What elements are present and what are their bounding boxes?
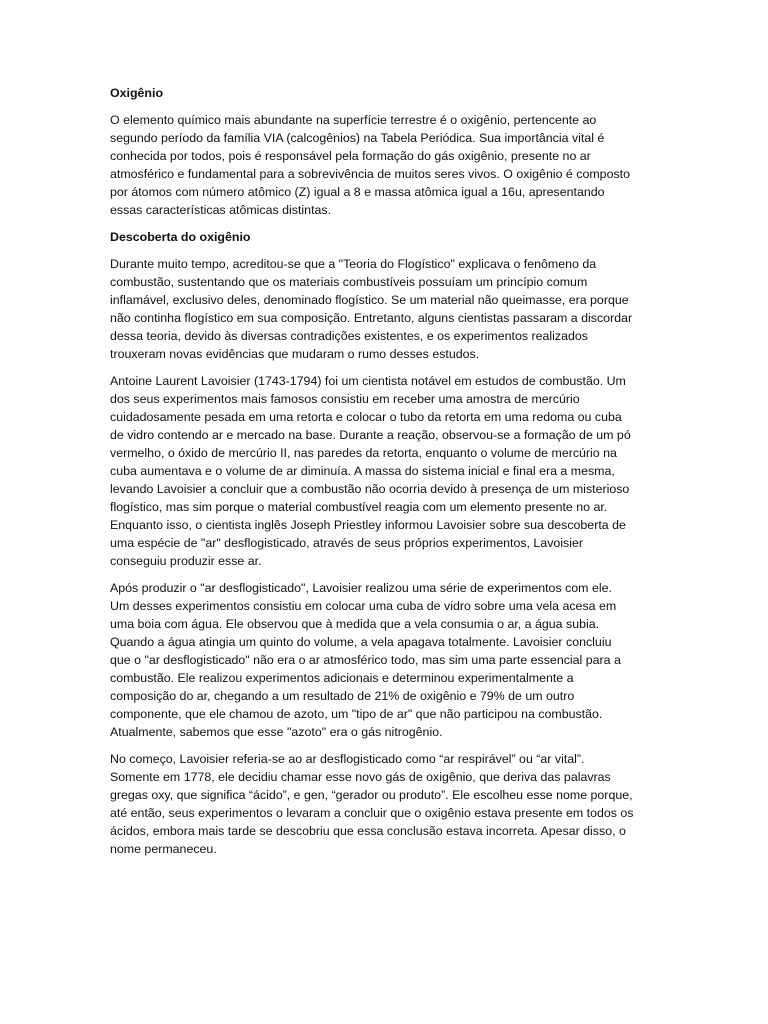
text-line: vermelho, o óxido de mercúrio II, nas paredes da retorta, enquanto o volume de mercúrio na: [110, 446, 617, 460]
text-line: atmosférico e fundamental para a sobrevivência de muitos seres vivos. O oxigênio é composto: [110, 167, 630, 181]
text-line: Quando a água atingia um quinto do volume, a vela apagava totalmente. Lavoisier concluiu: [110, 635, 612, 649]
text-line: de vidro contendo ar e mercado na base. Durante a reação, observou-se a formação de um pó: [110, 428, 631, 442]
text-line: que o "ar desflogisticado" não era o ar atmosférico todo, mas sim uma parte essencial para a: [110, 653, 621, 667]
text-line: ácidos, embora mais tarde se descobriu que essa conclusão estava incorreta. Apesar disso, o: [110, 824, 626, 838]
document-page: [110, 84, 662, 867]
text-line: Antoine Laurent Lavoisier (1743-1794) foi um cientista notável em estudos de combustão. Um: [110, 374, 626, 388]
text-line: cuidadosamente pesada em uma retorta e colocar o tubo da retorta em uma redoma ou cuba: [110, 410, 622, 424]
text-line: segundo período da família VIA (calcogênios) na Tabela Periódica. Sua importância vital é: [110, 131, 605, 145]
text-line: combustão, sustentando que os materiais combustíveis possuíam um princípio comum: [110, 275, 588, 289]
text-line: trouxeram novas evidências que mudaram o rumo desses estudos.: [110, 347, 480, 361]
text-line: essas características atômicas distintas.: [110, 203, 332, 217]
text-line: Somente em 1778, ele decidiu chamar esse novo gás de oxigênio, que deriva das palavras: [110, 770, 611, 784]
text-line: O elemento químico mais abundante na superfície terrestre é o oxigênio, pertencente ao: [110, 113, 597, 127]
text-line: por átomos com número atômico (Z) igual a 8 e massa atômica igual a 16u, apresentando: [110, 185, 605, 199]
text-line: não continha flogístico em sua composição. Entretanto, alguns cientistas passaram a discordar: [110, 311, 633, 325]
text-line: nome permaneceu.: [110, 842, 217, 856]
text-line: dos seus experimentos mais famosos consistiu em receber uma amostra de mercúrio: [110, 392, 580, 406]
text-line: cuba aumentava e o volume de ar diminuía. A massa do sistema inicial e final era a mesma,: [110, 464, 615, 478]
text-line: conseguiu produzir esse ar.: [110, 554, 262, 568]
intro-paragraph: [110, 111, 662, 219]
text-line: gregas oxy, que significa “ácido”, e gen, “gerador ou produto”. Ele escolheu esse nome porque,: [110, 788, 633, 802]
text-line: Um desses experimentos consistiu em colocar uma cuba de vidro sobre uma vela acesa em: [110, 599, 617, 613]
text-line: componente, que ele chamou de azoto, um "tipo de ar" que não participou na combustão.: [110, 707, 603, 721]
section-heading: Descoberta do oxigênio: [110, 230, 251, 244]
text-line: Após produzir o "ar desflogisticado", Lavoisier realizou uma série de experimentos com ele.: [110, 581, 612, 595]
text-line: uma espécie de "ar" desflogisticado, através de seus próprios experimentos, Lavoisier: [110, 536, 584, 550]
text-line: até então, seus experimentos o levaram a concluir que o oxigênio estava presente em todos os: [110, 806, 634, 820]
text-line: combustão. Ele realizou experimentos adicionais e determinou experimentalmente a: [110, 671, 574, 685]
text-line: Atualmente, sabemos que esse "azoto" era o gás nitrogênio.: [110, 725, 443, 739]
paragraph-nome-oxigenio: [110, 750, 662, 858]
paragraph-flogistico: [110, 255, 662, 363]
text-line: Enquanto isso, o cientista inglês Joseph Priestley informou Lavoisier sobre sua descoberta de: [110, 518, 626, 532]
paragraph-experimentos: [110, 579, 662, 741]
text-line: levando Lavoisier a concluir que a combustão não ocorria devido à presença de um misterioso: [110, 482, 630, 496]
text-line: conhecida por todos, pois é responsável pela formação do gás oxigênio, presente no ar: [110, 149, 591, 163]
document-title: Oxigênio: [110, 86, 164, 100]
text-line: uma boia com água. Ele observou que à medida que a vela consumia o ar, a água subia.: [110, 617, 600, 631]
text-line: Durante muito tempo, acreditou-se que a "Teoria do Flogístico" explicava o fenômeno da: [110, 257, 597, 271]
text-line: dessa teoria, devido às diversas contradições existentes, e os experimentos realizados: [110, 329, 588, 343]
text-line: flogístico, mas sim porque o material combustível reagia com um elemento presente no ar.: [110, 500, 608, 514]
text-line: No começo, Lavoisier referia-se ao ar desflogisticado como “ar respirável” ou “ar vital”.: [110, 752, 585, 766]
text-line: composição do ar, chegando a um resultado de 21% de oxigênio e 79% de um outro: [110, 689, 575, 703]
paragraph-lavoisier: [110, 372, 662, 570]
text-line: inflamável, exclusivo deles, denominado flogístico. Se um material não queimasse, era porque: [110, 293, 629, 307]
